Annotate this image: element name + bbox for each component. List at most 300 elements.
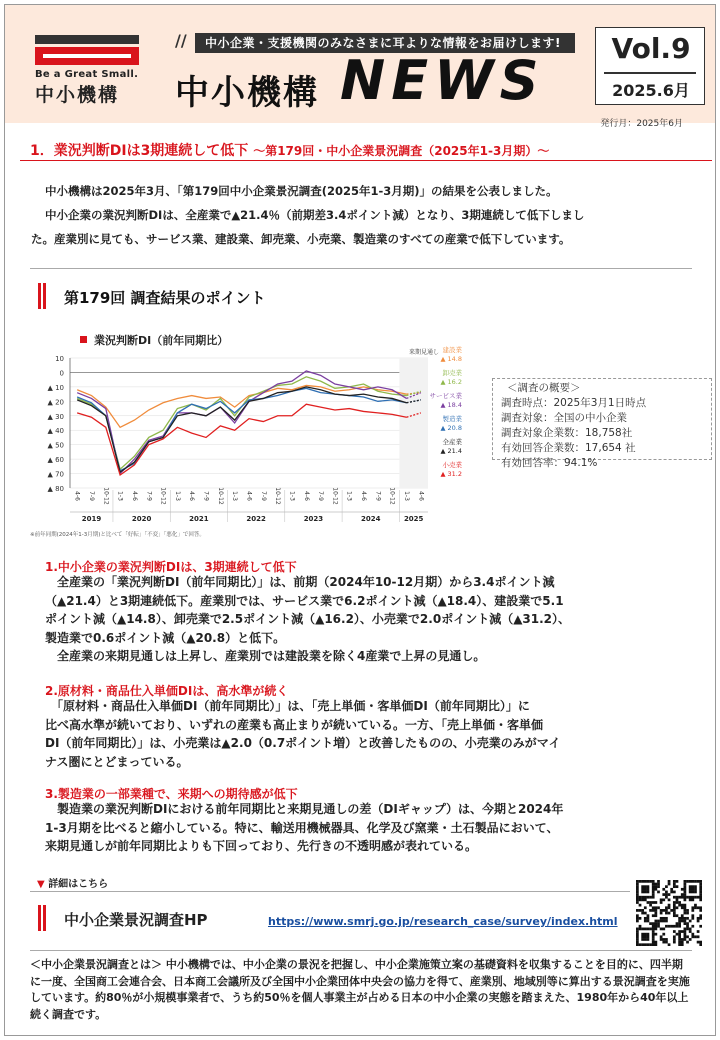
qr-module: [686, 928, 689, 931]
qr-module: [636, 941, 639, 944]
qr-module: [649, 928, 652, 931]
y-tick-label: ▲ 80: [47, 485, 64, 493]
qr-module: [673, 880, 676, 883]
qr-module: [652, 922, 655, 925]
qr-module: [681, 938, 684, 941]
qr-module: [684, 922, 687, 925]
qr-module: [657, 920, 660, 923]
qr-module: [678, 938, 681, 941]
qr-module: [697, 941, 700, 944]
qr-module: [636, 880, 639, 883]
qr-module: [686, 935, 689, 938]
qr-module: [654, 933, 657, 936]
volume-month: 2025.6月: [612, 81, 690, 100]
qr-module: [699, 917, 702, 920]
qr-module: [652, 883, 655, 886]
qr-module: [662, 938, 665, 941]
details-link[interactable]: [37, 875, 108, 890]
qr-module: [662, 893, 665, 896]
qr-module: [681, 904, 684, 907]
qr-module: [699, 914, 702, 917]
qr-module: [649, 943, 652, 946]
section-line: 来期見通しが前年同期比よりも下回っており、先行きの不透明感が表れている。: [45, 839, 478, 853]
masthead-org: 中小機構: [175, 73, 319, 113]
qr-module: [662, 909, 665, 912]
qr-module: [697, 896, 700, 899]
qr-module: [684, 920, 687, 923]
qr-module: [699, 906, 702, 909]
series-name-label: サービス業: [429, 392, 462, 400]
qr-module: [676, 898, 679, 901]
qr-module: [665, 917, 668, 920]
year-label: 2020: [131, 515, 152, 523]
qr-module: [691, 898, 694, 901]
qr-module: [670, 909, 673, 912]
qr-module: [652, 938, 655, 941]
qr-module: [686, 880, 689, 883]
qr-module: [668, 883, 671, 886]
qr-module: [636, 938, 639, 941]
x-tick-label: 7-9: [202, 491, 210, 501]
section-line: 全産業の来期見通しは上昇し、産業別では建設業を除く4産業で上昇の見通し。: [45, 649, 486, 663]
x-tick-label: 4-6: [188, 491, 196, 501]
qr-module: [644, 888, 647, 891]
article-heading-main: 1．業況判断DIは3期連続して低下: [30, 143, 249, 159]
qr-module: [636, 943, 639, 946]
qr-module: [639, 896, 642, 899]
qr-module: [652, 909, 655, 912]
qr-module: [684, 880, 687, 883]
slash-decoration-icon: //: [175, 31, 187, 50]
qr-module: [694, 888, 697, 891]
qr-module: [681, 917, 684, 920]
qr-module: [684, 930, 687, 933]
series-line: [77, 404, 406, 475]
section-2-title: 2.原材料・商品仕入単価DIは、高水準が続く: [45, 684, 289, 698]
y-tick-label: ▲ 70: [47, 470, 64, 479]
qr-module: [644, 898, 647, 901]
qr-module: [699, 925, 702, 928]
qr-module: [652, 928, 655, 931]
qr-module: [668, 904, 671, 907]
qr-module: [636, 917, 639, 920]
qr-module: [676, 925, 679, 928]
qr-module: [652, 891, 655, 894]
qr-module: [652, 925, 655, 928]
qr-module: [681, 888, 684, 891]
qr-module: [686, 922, 689, 925]
forecast-label: 来期見通し: [408, 349, 440, 356]
x-tick-label: 7-9: [87, 491, 95, 501]
qr-module: [681, 914, 684, 917]
qr-module: [678, 933, 681, 936]
qr-module: [654, 928, 657, 931]
qr-module: [665, 925, 668, 928]
series-line: [77, 377, 406, 469]
qr-module: [644, 912, 647, 915]
x-tick-label: 10-12: [274, 487, 282, 505]
year-label: 2019: [81, 515, 102, 523]
qr-module: [649, 896, 652, 899]
qr-module: [691, 935, 694, 938]
qr-module: [681, 930, 684, 933]
qr-module: [641, 898, 644, 901]
divider: [30, 268, 692, 269]
qr-module: [639, 898, 642, 901]
qr-module: [636, 909, 639, 912]
volume-number: Vol.9: [611, 32, 691, 65]
qr-module: [673, 906, 676, 909]
qr-module: [694, 891, 697, 894]
qr-module: [694, 904, 697, 907]
year-label: 2025: [403, 515, 424, 523]
section-line: 全産業の「業況判断DI（前年同期比）」は、前期（2024年10-12月期）から3.4ポイント減: [45, 575, 555, 589]
qr-module: [670, 891, 673, 894]
qr-module: [673, 904, 676, 907]
qr-module: [691, 917, 694, 920]
qr-module: [652, 906, 655, 909]
series-value-label: ▲ 21.4: [440, 447, 462, 455]
qr-module: [639, 909, 642, 912]
qr-module: [676, 896, 679, 899]
qr-module: [697, 917, 700, 920]
qr-module: [639, 880, 642, 883]
qr-module: [694, 880, 697, 883]
series-name-label: 小売業: [442, 461, 462, 469]
qr-module: [647, 888, 650, 891]
x-tick-label: 10-12: [159, 487, 167, 505]
qr-module: [647, 901, 650, 904]
x-tick-label: 10-12: [216, 487, 224, 505]
qr-module: [654, 885, 657, 888]
qr-code-icon[interactable]: [636, 880, 702, 946]
qr-module: [662, 898, 665, 901]
qr-module: [676, 880, 679, 883]
qr-module: [678, 901, 681, 904]
qr-module: [689, 920, 692, 923]
section-line: 比べ高水準が続いており、いずれの産業も高止まりが続いている。一方、「売上単価・客単価: [45, 717, 544, 732]
hp-url-link[interactable]: https://www.smrj.go.jp/research_case/survey/index.html: [268, 915, 618, 928]
qr-module: [649, 922, 652, 925]
qr-module: [644, 885, 647, 888]
x-tick-label: 1-3: [288, 491, 296, 501]
heading-underline: [20, 160, 712, 161]
qr-module: [699, 943, 702, 946]
qr-module: [686, 917, 689, 920]
qr-module: [676, 914, 679, 917]
forecast-area: [399, 358, 428, 488]
qr-module: [660, 920, 663, 923]
intro-line-1: 中小機構は2025年3月、「第179回中小企業景況調査(2025年1-3月期)」の結果を公表しました。: [45, 184, 558, 198]
qr-module: [647, 896, 650, 899]
qr-module: [673, 925, 676, 928]
qr-module: [678, 941, 681, 944]
year-label: 2023: [303, 515, 324, 523]
qr-module: [689, 898, 692, 901]
qr-module: [670, 888, 673, 891]
hp-title: 中小企業景況調査HP: [64, 911, 208, 929]
qr-module: [652, 880, 655, 883]
qr-module: [649, 909, 652, 912]
qr-module: [654, 925, 657, 928]
qr-module: [649, 880, 652, 883]
qr-module: [689, 885, 692, 888]
y-tick-label: 10: [55, 355, 64, 363]
qr-module: [654, 943, 657, 946]
qr-module: [641, 912, 644, 915]
qr-module: [641, 935, 644, 938]
qr-module: [689, 891, 692, 894]
qr-module: [684, 891, 687, 894]
section-line: 製造業の業況判断DIにおける前年同期比と来期見通しの差（DIギャップ）は、今期と2024年: [45, 802, 564, 816]
qr-module: [660, 909, 663, 912]
qr-module: [673, 891, 676, 894]
section-line: DI（前年同期比）」は、小売業は▲2.0（0.7ポイント増）と改善したものの、小売業のみがマイ: [45, 736, 561, 750]
x-tick-label: 7-9: [317, 491, 325, 501]
qr-module: [686, 912, 689, 915]
qr-module: [657, 880, 660, 883]
qr-module: [678, 935, 681, 938]
qr-module: [647, 920, 650, 923]
logo-tagline: Be a Great Small.: [35, 69, 139, 80]
qr-module: [636, 898, 639, 901]
x-tick-label: 4-6: [130, 491, 138, 501]
qr-module: [699, 891, 702, 894]
di-chart-svg: [30, 330, 470, 540]
divider: [30, 891, 630, 892]
qr-module: [665, 891, 668, 894]
qr-module: [657, 922, 660, 925]
section-3-title: 3.製造業の一部業種で、来期への期待感が低下: [45, 787, 298, 801]
qr-module: [673, 885, 676, 888]
qr-module: [660, 935, 663, 938]
qr-module: [636, 883, 639, 886]
qr-module: [652, 896, 655, 899]
qr-module: [649, 904, 652, 907]
qr-module: [639, 917, 642, 920]
qr-module: [699, 888, 702, 891]
volume-box: [595, 27, 705, 105]
qr-module: [691, 933, 694, 936]
qr-module: [689, 880, 692, 883]
qr-module: [657, 925, 660, 928]
survey-line: 有効回答率：94.1%: [501, 457, 598, 469]
section-line: 「原材料・商品仕入単価DI（前年同期比）」は、「売上単価・客単価DI（前年同期比）」に: [45, 699, 530, 713]
qr-module: [697, 930, 700, 933]
qr-module: [668, 925, 671, 928]
qr-module: [673, 930, 676, 933]
series-name-label: 全産業: [442, 438, 462, 446]
qr-module: [665, 941, 668, 944]
y-tick-label: ▲ 60: [47, 456, 64, 465]
qr-module: [641, 880, 644, 883]
qr-module: [647, 917, 650, 920]
divider: [30, 950, 692, 951]
qr-module: [699, 880, 702, 883]
series-value-label: ▲ 20.8: [440, 424, 462, 432]
series-value-label: ▲ 14.8: [440, 355, 462, 363]
qr-module: [678, 896, 681, 899]
qr-module: [699, 885, 702, 888]
qr-module: [662, 941, 665, 944]
org-logo[interactable]: [35, 35, 139, 107]
survey-line: 有効回答企業数：17,654 社: [501, 442, 636, 454]
survey-about: ＜中小企業景況調査とは＞ 中小機構では、中小企業の景況を把握し、中小企業施策立案の基礎資料を収集することを目的に、四半期に一度、全国商工会連合会、日本商工会議所及び全国中小企業団体中央会の協力を得て、産業別、地域別等に算出する景況調査を実施しています。約80％が小規模事業者で、うち約50％を個人事業主が占める日本の中小企業の実態を踏まえた、1980年から40年以上続く調査です。: [30, 958, 690, 1021]
qr-module: [641, 938, 644, 941]
qr-module: [673, 914, 676, 917]
qr-module: [652, 914, 655, 917]
x-tick-label: 1-3: [116, 491, 124, 501]
qr-module: [691, 914, 694, 917]
qr-module: [686, 909, 689, 912]
qr-module: [678, 943, 681, 946]
qr-module: [681, 941, 684, 944]
intro-line-3: た。産業別に見ても、サービス業、建設業、卸売業、小売業、製造業のすべての産業で低下しています。: [31, 232, 571, 246]
qr-module: [647, 928, 650, 931]
qr-module: [676, 933, 679, 936]
qr-module: [636, 893, 639, 896]
triangle-down-icon: ▼: [37, 879, 45, 890]
section-1-title: 1.中小企業の業況判断DIは、3期連続して低下: [45, 560, 297, 574]
qr-module: [644, 933, 647, 936]
qr-module: [681, 920, 684, 923]
issue-date: 発行月：2025年6月: [600, 119, 683, 129]
qr-module: [681, 896, 684, 899]
qr-module: [691, 906, 694, 909]
qr-module: [668, 906, 671, 909]
qr-module: [697, 880, 700, 883]
qr-module: [668, 893, 671, 896]
section-bar-icon: [38, 905, 46, 931]
year-label: 2022: [246, 515, 266, 523]
qr-module: [662, 888, 665, 891]
qr-module: [699, 941, 702, 944]
qr-module: [676, 906, 679, 909]
qr-module: [654, 906, 657, 909]
x-tick-label: 10-12: [102, 487, 110, 505]
qr-module: [678, 917, 681, 920]
qr-module: [636, 914, 639, 917]
qr-module: [673, 896, 676, 899]
qr-module: [652, 933, 655, 936]
qr-module: [684, 883, 687, 886]
logo-mark: [35, 47, 139, 65]
qr-module: [684, 935, 687, 938]
qr-module: [684, 896, 687, 899]
details-label: 詳細はこちら: [48, 879, 109, 890]
di-chart: [30, 330, 470, 540]
qr-module: [684, 917, 687, 920]
qr-module: [657, 885, 660, 888]
qr-module: [636, 930, 639, 933]
section-line: （▲21.4）と3期連続低下。産業別では、サービス業で6.2ポイント減（▲18.4）、建設業で5.1: [45, 593, 564, 608]
qr-module: [647, 885, 650, 888]
qr-module: [657, 883, 660, 886]
qr-module: [689, 896, 692, 899]
qr-module: [684, 885, 687, 888]
x-tick-label: 7-9: [259, 491, 267, 501]
qr-module: [636, 928, 639, 931]
qr-module: [684, 888, 687, 891]
survey-overview: [492, 378, 712, 469]
qr-module: [668, 898, 671, 901]
qr-module: [668, 943, 671, 946]
qr-module: [647, 880, 650, 883]
qr-module: [673, 883, 676, 886]
qr-module: [652, 943, 655, 946]
year-label: 2024: [360, 515, 381, 523]
qr-module: [636, 888, 639, 891]
qr-module: [681, 893, 684, 896]
qr-module: [641, 888, 644, 891]
qr-module: [641, 891, 644, 894]
qr-module: [668, 912, 671, 915]
qr-module: [684, 893, 687, 896]
logo-org-name: 中小機構: [35, 84, 120, 106]
x-tick-label: 4-6: [417, 491, 425, 501]
article-heading-sub: ～第179回・中小企業景況調査（2025年1-3月期）～: [253, 144, 550, 158]
qr-module: [686, 896, 689, 899]
x-tick-label: 4-6: [245, 491, 253, 501]
y-tick-label: ▲ 40: [47, 427, 64, 436]
qr-module: [665, 909, 668, 912]
qr-module: [657, 906, 660, 909]
qr-module: [647, 891, 650, 894]
chart-note: ※前年同期(2024年1-3月期)と比べて「好転」「不変」「悪化」で回答。: [30, 532, 205, 538]
qr-module: [694, 885, 697, 888]
qr-module: [652, 935, 655, 938]
qr-module: [644, 880, 647, 883]
qr-module: [673, 935, 676, 938]
series-value-label: ▲ 18.4: [440, 401, 462, 409]
points-title: 第179回 調査結果のポイント: [64, 289, 266, 307]
qr-module: [641, 885, 644, 888]
chart-title: 業況判断DI（前年同期比）: [94, 334, 229, 347]
qr-module: [644, 920, 647, 923]
qr-module: [686, 925, 689, 928]
header-tagline: 中小企業・支援機関のみなさまに耳よりな情報をお届けします!: [195, 33, 575, 53]
series-value-label: ▲ 16.2: [440, 378, 462, 386]
qr-module: [691, 880, 694, 883]
qr-module: [660, 898, 663, 901]
qr-module: [684, 928, 687, 931]
section-line: ナス圏にとどまっている。: [45, 754, 189, 769]
x-tick-label: 10-12: [388, 487, 396, 505]
qr-module: [691, 896, 694, 899]
x-tick-label: 1-3: [173, 491, 181, 501]
qr-module: [636, 896, 639, 899]
series-value-label: ▲ 31.2: [440, 470, 462, 478]
series-name-label: 卸売業: [442, 369, 462, 377]
qr-module: [673, 938, 676, 941]
section-1-body: [45, 573, 685, 666]
x-tick-label: 1-3: [403, 491, 411, 501]
qr-module: [639, 943, 642, 946]
qr-module: [699, 896, 702, 899]
qr-module: [649, 901, 652, 904]
qr-module: [676, 901, 679, 904]
qr-module: [636, 933, 639, 936]
qr-module: [652, 901, 655, 904]
qr-module: [691, 888, 694, 891]
qr-module: [644, 928, 647, 931]
qr-module: [689, 888, 692, 891]
qr-module: [699, 898, 702, 901]
x-tick-label: 4-6: [360, 491, 368, 501]
x-tick-label: 1-3: [231, 491, 239, 501]
qr-module: [654, 909, 657, 912]
qr-module: [654, 888, 657, 891]
